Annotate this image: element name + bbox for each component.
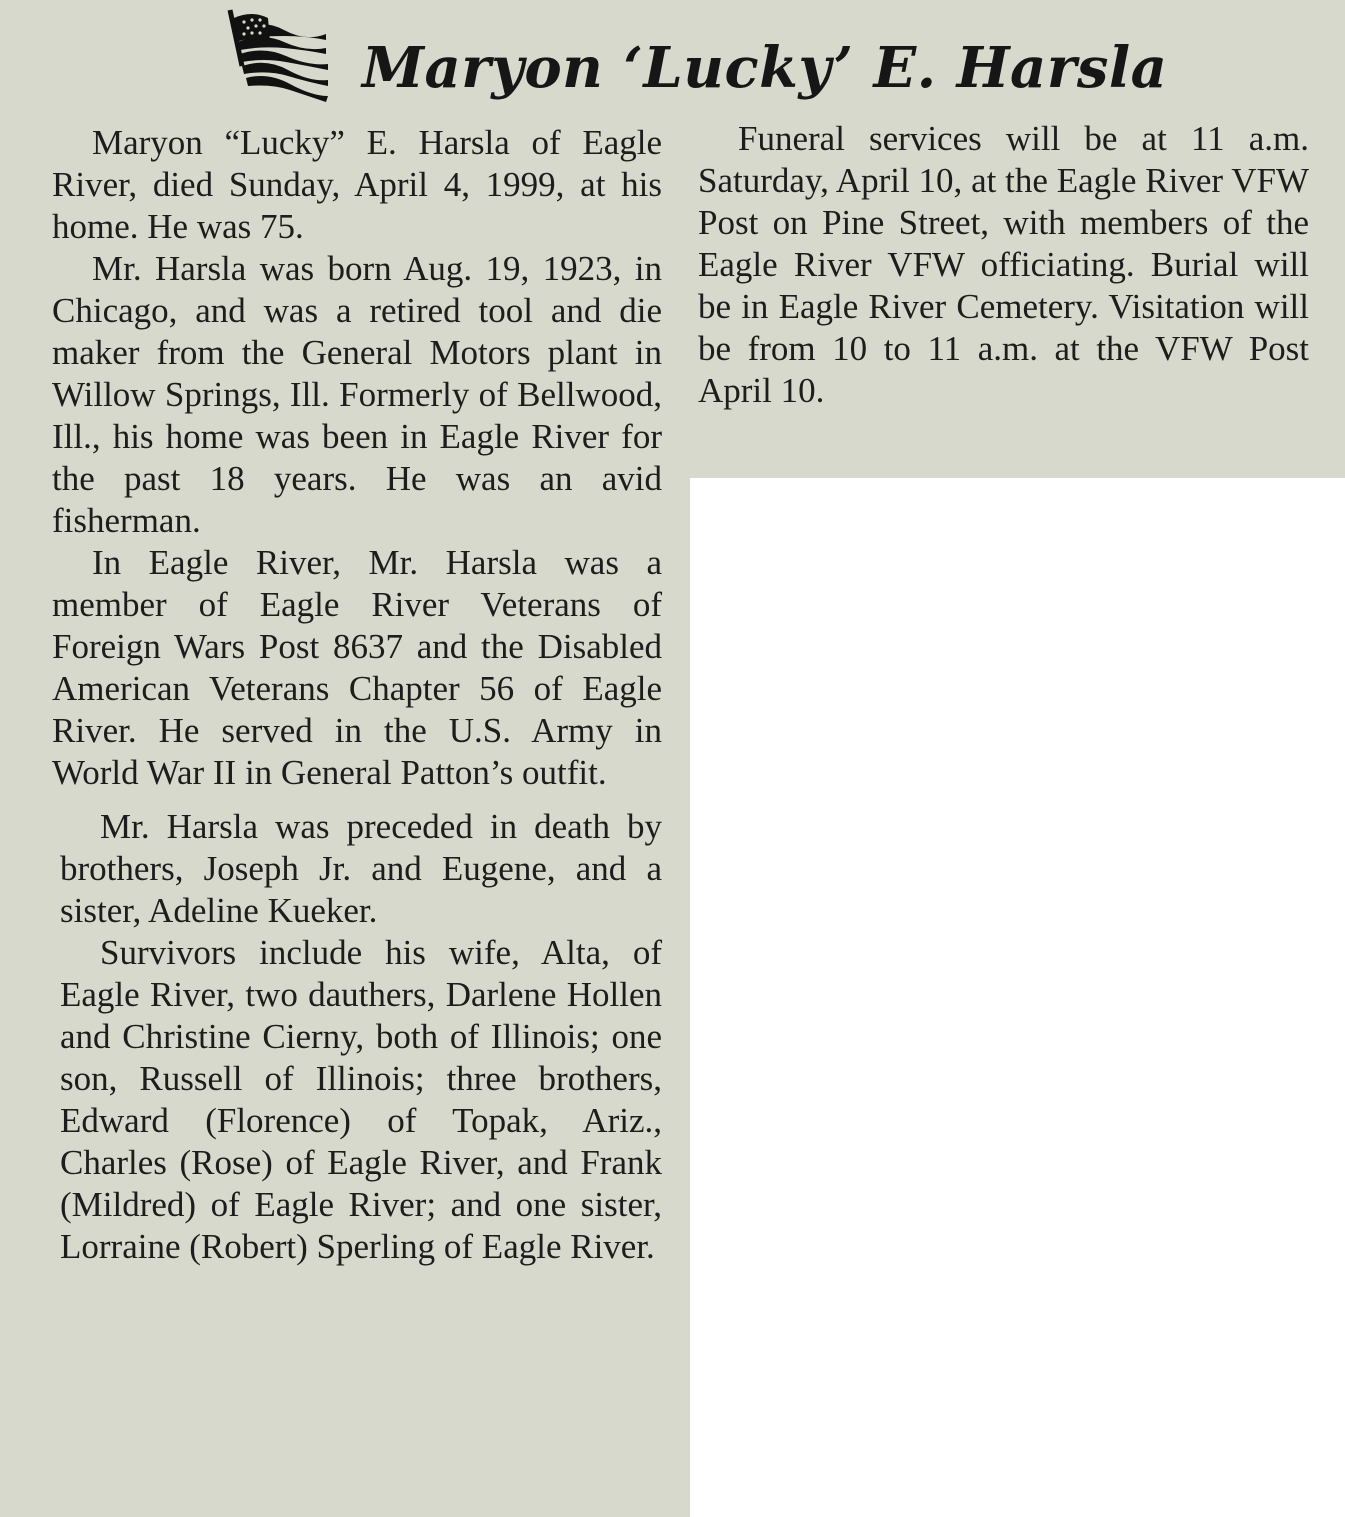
paragraph-death-notice: Maryon “Lucky” E. Harsla of Eagle River, died Sunday, April 4, 1999, at his home. He was 75. — [52, 123, 662, 246]
paragraph-funeral-services: Funeral services will be at 11 a.m. Saturday, April 10, at the Eagle River VFW Post on Pine Street, with members of the Eagle River VFW officiating. Burial will be in Eagle River Cemetery. Visitation will be from 10 to 11 a.m. at the VFW Post April 10. — [698, 119, 1309, 410]
obituary-headline: Maryon ‘Lucky’ E. Harsla — [362, 35, 1168, 101]
paragraph-survivors: Survivors include his wife, Alta, of Eagle River, two dauthers, Darlene Hollen and Christine Cierny, both of Illinois; one son, Russell of Illinois; three brothers, Edward (Florence) of Topak, Ariz., Charles (Rose) of Eagle River, and Frank (Mildred) of Eagle River; and one sister, Lorraine (Robert) Sperling of Eagle River. — [60, 933, 662, 1266]
obituary-header — [0, 0, 1345, 122]
paragraph-preceded-in-death: Mr. Harsla was preceded in death by brothers, Joseph Jr. and Eugene, and a sister, Adeline Kueker. — [60, 807, 662, 930]
paragraph-memberships: In Eagle River, Mr. Harsla was a member of Eagle River Veterans of Foreign Wars Post 8637 and the Disabled American Veterans Chapter 56 of Eagle River. He served in the U.S. Army in World War II in General Patton’s outfit. — [52, 543, 662, 792]
left-column — [52, 122, 662, 1268]
american-flag-icon — [222, 8, 330, 106]
right-column — [698, 118, 1309, 412]
paragraph-biography: Mr. Harsla was born Aug. 19, 1923, in Chicago, and was a retired tool and die maker from the General Motors plant in Willow Springs, Ill. Formerly of Bellwood, Ill., his home was been in Eagle River for the past 18 years. He was an avid fisherman. — [52, 249, 662, 540]
